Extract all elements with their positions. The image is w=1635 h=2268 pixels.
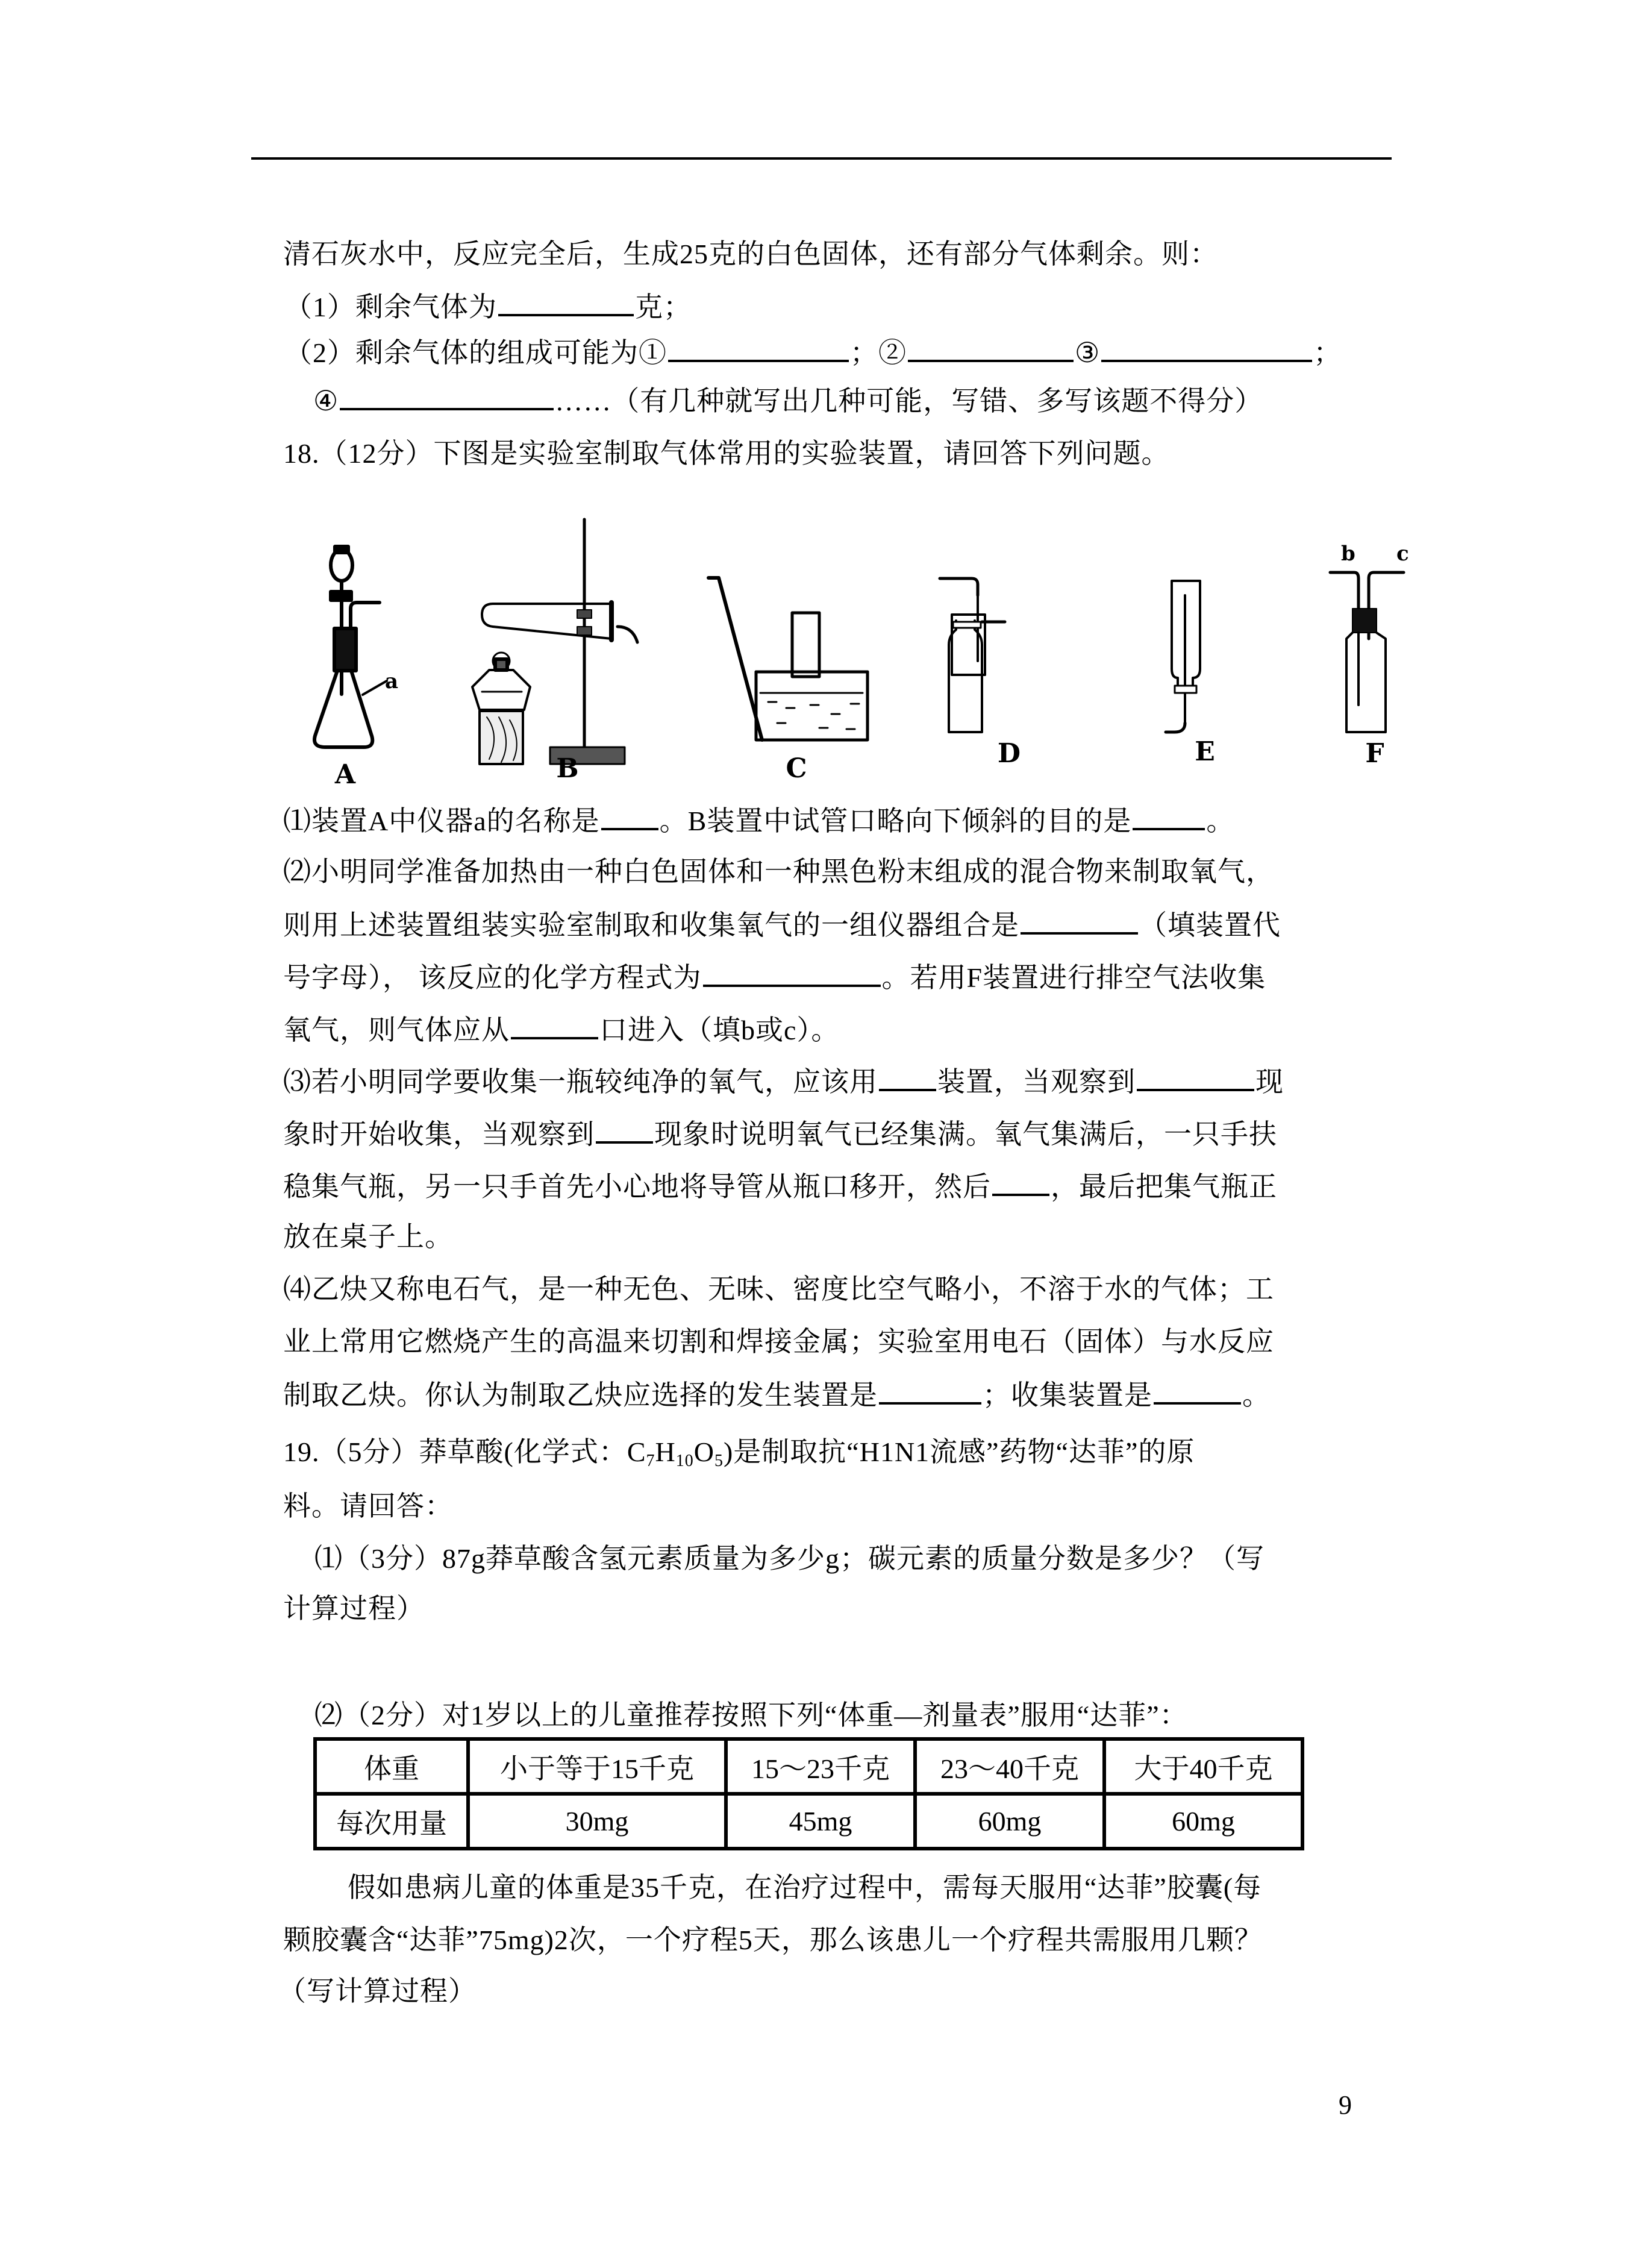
q19-part1-l2 bbox=[283, 1591, 425, 1627]
q17-part2-sep1: ；② bbox=[850, 337, 907, 368]
answer-blank-full-phenomenon[interactable] bbox=[596, 1115, 653, 1144]
apparatus-figure bbox=[0, 0, 1635, 795]
q18-p2-l2b: （填装置代 bbox=[1139, 910, 1281, 941]
q18-p4-l3a: 制取乙炔。你认为制取乙炔应选择的发生装置是 bbox=[283, 1380, 878, 1411]
q18-p4-l1: ⑷乙炔又称电石气，是一种无色、无味、密度比空气略小，不溶于水的气体；工 bbox=[283, 1274, 1274, 1305]
q18-p3-l2b: 现象时说明氧气已经集满。氧气集满后，一只手扶 bbox=[654, 1119, 1277, 1150]
q18-p1-a: ⑴装置A中仪器a的名称是 bbox=[283, 806, 600, 836]
formula-c: C bbox=[627, 1436, 646, 1467]
q17-part1-suffix: 克； bbox=[635, 292, 692, 322]
q18-p2-l3b: 。若用F装置进行排空气法收集 bbox=[881, 962, 1266, 993]
q19-part2-intro bbox=[314, 1697, 1188, 1734]
figure-label-f: F bbox=[1365, 738, 1384, 769]
q18-part3-l2 bbox=[283, 1115, 1277, 1151]
q18-p4-l3b: ；收集装置是 bbox=[983, 1380, 1152, 1411]
q19-title-l2 bbox=[283, 1488, 453, 1524]
q18-part4-l3 bbox=[283, 1376, 1271, 1412]
q17-part2-sep2: ③ bbox=[1075, 337, 1101, 368]
table-row-dose bbox=[315, 1794, 1302, 1849]
q17-part2-end: ； bbox=[1313, 337, 1342, 368]
apparatus-b-heating-setup bbox=[472, 519, 637, 764]
formula-o-count: 5 bbox=[714, 1452, 724, 1470]
answer-blank-apparatus-combo[interactable] bbox=[1021, 906, 1138, 935]
apparatus-e-inverted-bottle bbox=[1166, 581, 1200, 732]
q17-intro-text: 清石灰水中，反应完全后，生成25克的白色固体，还有部分气体剩余。则： bbox=[283, 239, 1218, 269]
q18-p3-l1c: 现 bbox=[1255, 1067, 1284, 1097]
q18-part2-l2 bbox=[283, 906, 1281, 942]
q18-part4-l2 bbox=[283, 1324, 1274, 1360]
q18-part1 bbox=[283, 801, 1234, 838]
formula-h-count: 10 bbox=[675, 1452, 694, 1470]
answer-blank-port[interactable] bbox=[511, 1010, 598, 1039]
q18-part3-l3 bbox=[283, 1167, 1277, 1203]
table-cell: 小于等于15千克 bbox=[468, 1739, 726, 1794]
table-cell: 23～40千克 bbox=[915, 1739, 1104, 1794]
answer-blank-collector[interactable] bbox=[1154, 1376, 1241, 1405]
port-b-label: b bbox=[1341, 542, 1355, 566]
answer-blank-next-step[interactable] bbox=[992, 1167, 1049, 1196]
apparatus-a-conical-flask bbox=[314, 547, 387, 747]
figure-label-c: C bbox=[786, 753, 807, 784]
formula-c-count: 7 bbox=[646, 1452, 655, 1470]
chemical-formula bbox=[627, 1436, 724, 1470]
q19-title-b: )是制取抗“H1N1流感”药物“达菲”的原 bbox=[723, 1436, 1195, 1467]
q18-p2-l1: ⑵小明同学准备加热由一种白色固体和一种黑色粉末组成的混合物来制取氧气， bbox=[283, 856, 1274, 887]
answer-blank-start-phenomenon[interactable] bbox=[1137, 1062, 1254, 1091]
q19-title-a: 19.（5分）莽草酸(化学式： bbox=[283, 1436, 627, 1467]
apparatus-d-gas-bottle bbox=[940, 578, 1005, 732]
q18-part4-l1 bbox=[283, 1271, 1274, 1308]
apparatus-part-a-label: a bbox=[385, 669, 399, 694]
formula-o: O bbox=[693, 1436, 714, 1467]
table-row-header: 每次用量 bbox=[315, 1794, 468, 1849]
q18-p4-l3c: 。 bbox=[1242, 1380, 1271, 1411]
table-row-weight bbox=[315, 1739, 1302, 1794]
apparatus-c-water-displacement bbox=[708, 578, 868, 740]
q19-title-l2-text: 料。请回答： bbox=[283, 1491, 453, 1521]
q19-part2-l2 bbox=[283, 1922, 1263, 1958]
q19-part1-l1 bbox=[314, 1541, 1265, 1577]
q19-title bbox=[283, 1434, 1195, 1470]
table-cell: 30mg bbox=[468, 1794, 726, 1849]
q19-part2-l3 bbox=[278, 1973, 477, 2010]
table-cell: 60mg bbox=[915, 1794, 1104, 1849]
q19-p2-l1: 假如患病儿童的体重是35千克，在治疗过程中，需每天服用“达菲”胶囊(每 bbox=[348, 1872, 1262, 1903]
q17-part2-circle4: ④ bbox=[313, 386, 339, 416]
q19-p2-l2: 颗胶囊含“达菲”75mg)2次，一个疗程5天，那么该患儿一个疗程共需服用几颗？ bbox=[283, 1925, 1263, 1955]
figure-label-e: E bbox=[1195, 736, 1215, 767]
q19-p2-intro-text: ⑵（2分）对1岁以上的儿童推荐按照下列“体重—剂量表”服用“达菲”： bbox=[314, 1700, 1188, 1731]
figure-label-d: D bbox=[997, 738, 1021, 769]
formula-h: H bbox=[655, 1436, 676, 1467]
q18-p1-b: 。B装置中试管口略向下倾斜的目的是 bbox=[659, 806, 1132, 836]
q18-p2-l4b: 口进入（填b或c）。 bbox=[599, 1015, 840, 1045]
q18-p2-l3a: 号字母）， 该反应的化学方程式为 bbox=[283, 962, 702, 993]
answer-blank-collect-device[interactable] bbox=[879, 1062, 936, 1091]
answer-blank-instrument-name[interactable] bbox=[601, 801, 658, 830]
q17-part1-prefix: （1）剩余气体为 bbox=[284, 292, 497, 322]
table-cell: 60mg bbox=[1104, 1794, 1302, 1849]
q19-p2-l3: （写计算过程） bbox=[278, 1976, 477, 2006]
table-cell: 大于40千克 bbox=[1104, 1739, 1302, 1794]
q18-p3-l3a: 稳集气瓶，另一只手首先小心地将导管从瓶口移开，然后 bbox=[283, 1171, 991, 1202]
page-number: 9 bbox=[1339, 2090, 1352, 2120]
q18-p3-l3b: ，最后把集气瓶正 bbox=[1051, 1171, 1277, 1202]
q18-p2-l2a: 则用上述装置组装实验室制取和收集氧气的一组仪器组合是 bbox=[283, 910, 1019, 941]
q19-part2-l1 bbox=[348, 1870, 1261, 1906]
table-row-header: 体重 bbox=[315, 1739, 468, 1794]
answer-blank-tilt-purpose[interactable] bbox=[1133, 801, 1205, 830]
q18-p1-c: 。 bbox=[1206, 806, 1235, 836]
q18-p4-l2: 业上常用它燃烧产生的高温来切割和焊接金属；实验室用电石（固体）与水反应 bbox=[283, 1326, 1274, 1357]
q18-p3-l1a: ⑶若小明同学要收集一瓶较纯净的氧气，应该用 bbox=[283, 1067, 878, 1097]
answer-blank-equation[interactable] bbox=[703, 958, 881, 987]
dose-table bbox=[313, 1737, 1304, 1850]
apparatus-f-two-port-bottle bbox=[1330, 572, 1404, 732]
table-cell: 45mg bbox=[726, 1794, 915, 1849]
figure-label-b: B bbox=[556, 753, 579, 784]
q18-part2-l4 bbox=[283, 1010, 839, 1047]
figure-label-a: A bbox=[334, 759, 356, 790]
table-cell: 15～23千克 bbox=[726, 1739, 915, 1794]
answer-blank-generator[interactable] bbox=[879, 1376, 981, 1405]
q19-p1-l1: ⑴（3分）87g莽草酸含氢元素质量为多少g；碳元素的质量分数是多少？（写 bbox=[314, 1543, 1265, 1574]
q17-part2-note: ……（有几种就写出几种可能，写错、多写该题不得分） bbox=[555, 386, 1263, 416]
q18-p3-l4: 放在桌子上。 bbox=[283, 1221, 453, 1252]
q18-part2-l1 bbox=[283, 854, 1274, 890]
q18-p3-l2a: 象时开始收集，当观察到 bbox=[283, 1119, 595, 1150]
q17-part2-prefix: （2）剩余气体的组成可能为① bbox=[284, 337, 667, 368]
q18-p2-l4a: 氧气，则气体应从 bbox=[283, 1015, 510, 1045]
q18-part2-l3 bbox=[283, 958, 1266, 994]
q18-part3-l1 bbox=[283, 1062, 1284, 1098]
q18-p3-l1b: 装置，当观察到 bbox=[937, 1067, 1136, 1097]
q18-part3-l4 bbox=[283, 1219, 453, 1255]
q18-title-text: 18.（12分）下图是实验室制取气体常用的实验装置，请回答下列问题。 bbox=[283, 438, 1170, 469]
q19-p1-l2: 计算过程） bbox=[283, 1593, 425, 1624]
port-c-label: c bbox=[1396, 542, 1409, 566]
